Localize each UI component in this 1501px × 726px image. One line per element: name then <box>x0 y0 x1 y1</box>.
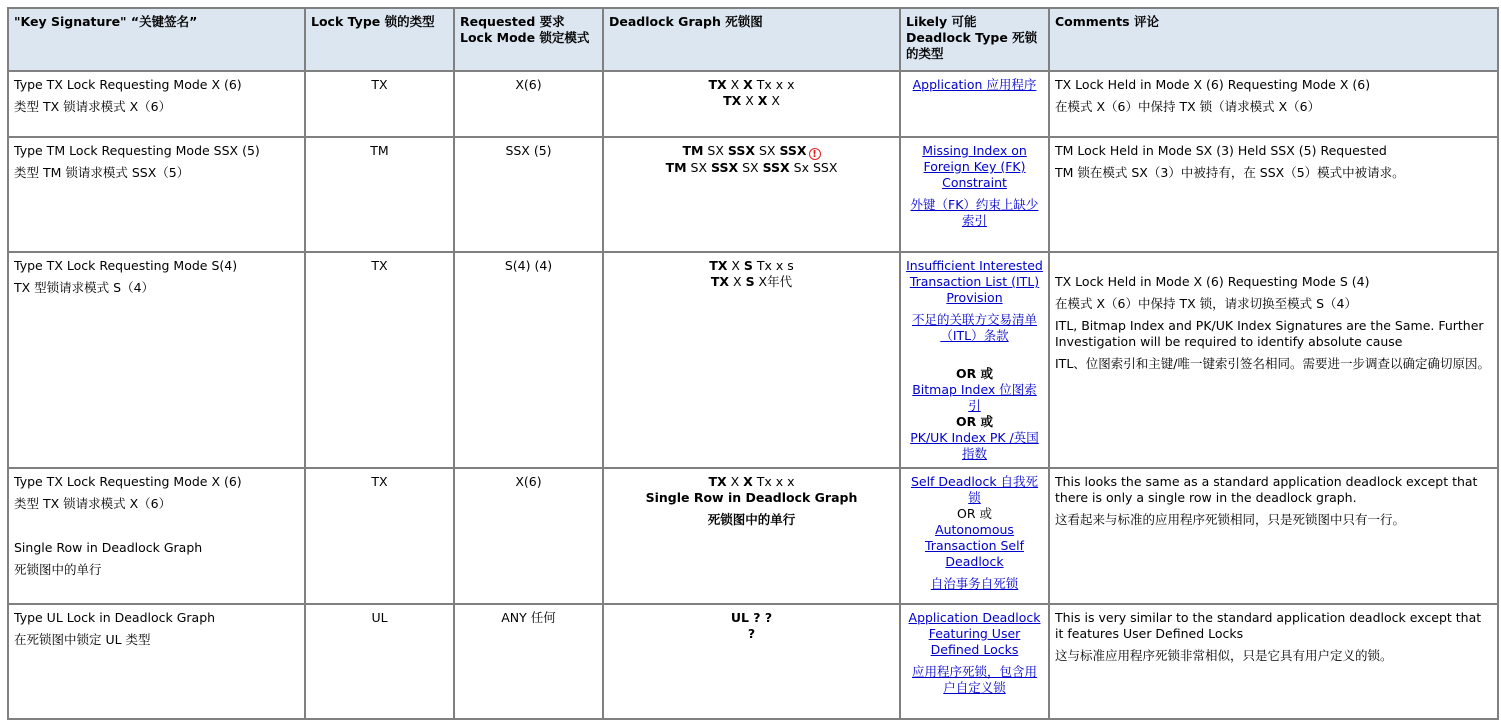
key-signature-cell: Type TX Lock Requesting Mode X (6) 类型 TX 锁请求模式 X（6） Single Row in Deadlock Graph 死锁图中的单行 <box>9 469 304 603</box>
likely-type-link[interactable]: 应用程序死锁，包含用户自定义锁 <box>911 664 1037 695</box>
likely-type-link[interactable]: Missing Index on Foreign Key (FK) Constraint <box>922 143 1027 190</box>
header-deadlock-graph: Deadlock Graph 死锁图 <box>604 9 899 70</box>
graph-line: TM SX SSX SX SSX Sx SSX <box>665 160 838 175</box>
lock-type-cell: TX <box>306 469 453 603</box>
lock-type-cell: TM <box>306 138 453 251</box>
deadlock-graph-cell <box>604 253 899 467</box>
deadlock-graph-cell <box>604 138 899 251</box>
graph-line: ? <box>747 626 756 641</box>
likely-type-link[interactable]: PK/UK Index PK /英国指数 <box>910 430 1039 461</box>
header-lock-type: Lock Type 锁的类型 <box>306 9 453 70</box>
table-row <box>9 253 1497 467</box>
graph-line: TM SX SSX SX SSX ! <box>609 143 894 160</box>
lock-type-cell: TX <box>306 253 453 467</box>
header-comments: Comments 评论 <box>1050 9 1497 70</box>
comments-cell: TM Lock Held in Mode SX (3) Held SSX (5) Requested TM 锁在模式 SX（3）中被持有，在 SSX（5）模式中被请求。 <box>1050 138 1497 251</box>
graph-line: TX X S Tx x s <box>709 258 794 273</box>
table-row <box>9 72 1497 136</box>
likely-type-link[interactable]: Application 应用程序 <box>912 77 1037 92</box>
lock-type-cell: TX <box>306 72 453 136</box>
comments-cell: This looks the same as a standard application deadlock except that there is only a single row in the deadlock graph. 这看起来与标准的应用程序死锁相同，只是死锁图中只有一行。 <box>1050 469 1497 603</box>
alert-icon: ! <box>809 148 821 160</box>
likely-type-link[interactable]: Application Deadlock Featuring User Defined Locks <box>908 610 1041 657</box>
table-row <box>9 138 1497 251</box>
table-row <box>9 469 1497 603</box>
comments-cell: TX Lock Held in Mode X (6) Requesting Mode X (6) 在模式 X（6）中保持 TX 锁（请求模式 X（6） <box>1050 72 1497 136</box>
key-signature-cell: Type TX Lock Requesting Mode X (6) 类型 TX 锁请求模式 X（6） <box>9 72 304 136</box>
key-signature-cell: Type TM Lock Requesting Mode SSX (5) 类型 TM 锁请求模式 SSX（5） <box>9 138 304 251</box>
likely-type-cell <box>901 605 1048 718</box>
graph-lines <box>609 474 894 490</box>
requested-mode-cell: X(6) <box>455 469 602 603</box>
likely-type-link[interactable]: 外键（FK）约束上缺少索引 <box>910 197 1039 228</box>
header-row <box>9 9 1497 70</box>
likely-type-cell <box>901 253 1048 467</box>
likely-type-cell <box>901 469 1048 603</box>
deadlock-graph-cell <box>604 605 899 718</box>
graph-note: Single Row in Deadlock Graph <box>645 490 858 505</box>
graph-lines <box>609 77 894 109</box>
requested-mode-cell: S(4) (4) <box>455 253 602 467</box>
header-requested: Requested 要求 Lock Mode 锁定模式 <box>455 9 602 70</box>
key-signature-cell: Type TX Lock Requesting Mode S(4) TX 型锁请求模式 S（4） <box>9 253 304 467</box>
graph-line: TX X X Tx x x <box>708 474 795 489</box>
likely-type-link[interactable]: 自治事务自死锁 <box>930 576 1019 591</box>
graph-line: TX X X X <box>723 93 780 108</box>
header-key-signature: "Key Signature" “关键签名” <box>9 9 304 70</box>
graph-lines <box>609 143 894 176</box>
or-label: OR 或 <box>955 414 994 429</box>
graph-note: 死锁图中的单行 <box>707 512 796 527</box>
likely-type-cell <box>901 72 1048 136</box>
graph-line: UL ? ? <box>730 610 773 625</box>
likely-type-link[interactable]: Bitmap Index 位图索引 <box>912 382 1037 413</box>
or-label: OR 或 <box>957 506 992 521</box>
requested-mode-cell: SSX (5) <box>455 138 602 251</box>
comments-cell: This is very similar to the standard application deadlock except that it features User Defined Locks 这与标准应用程序死锁非常相似，只是它具有用户定义的锁。 <box>1050 605 1497 718</box>
graph-line: TX X X Tx x x <box>708 77 795 92</box>
likely-type-link[interactable]: 不足的关联方交易清单（ITL）条款 <box>911 312 1037 343</box>
deadlock-signature-table <box>7 7 1499 720</box>
header-likely-type: Likely 可能 Deadlock Type 死锁 的类型 <box>901 9 1048 70</box>
deadlock-graph-cell <box>604 72 899 136</box>
table-row <box>9 605 1497 718</box>
likely-type-cell <box>901 138 1048 251</box>
key-signature-cell: Type UL Lock in Deadlock Graph 在死锁图中锁定 UL 类型 <box>9 605 304 718</box>
requested-mode-cell: ANY 任何 <box>455 605 602 718</box>
requested-mode-cell: X(6) <box>455 72 602 136</box>
likely-type-link[interactable]: Self Deadlock 自我死锁 <box>910 474 1039 505</box>
graph-line: TX X S X年代 <box>710 274 793 289</box>
or-label: OR 或 <box>955 366 994 381</box>
likely-type-link[interactable]: Autonomous Transaction Self Deadlock <box>925 522 1024 569</box>
lock-type-cell: UL <box>306 605 453 718</box>
graph-lines <box>609 258 894 290</box>
deadlock-graph-cell <box>604 469 899 603</box>
likely-type-link[interactable]: Insufficient Interested Transaction List (ITL) Provision <box>906 258 1043 305</box>
comments-cell: TX Lock Held in Mode X (6) Requesting Mode S (4) 在模式 X（6）中保持 TX 锁，请求切换至模式 S（4） ITL, Bitmap Index and PK/UK Index Signatures are the Same. Further Investigation will be required to identify absolute cause ITL、位图索引和主键/唯一键索引签名相同。需要进一步调查以确定确切原因。 <box>1050 253 1497 467</box>
